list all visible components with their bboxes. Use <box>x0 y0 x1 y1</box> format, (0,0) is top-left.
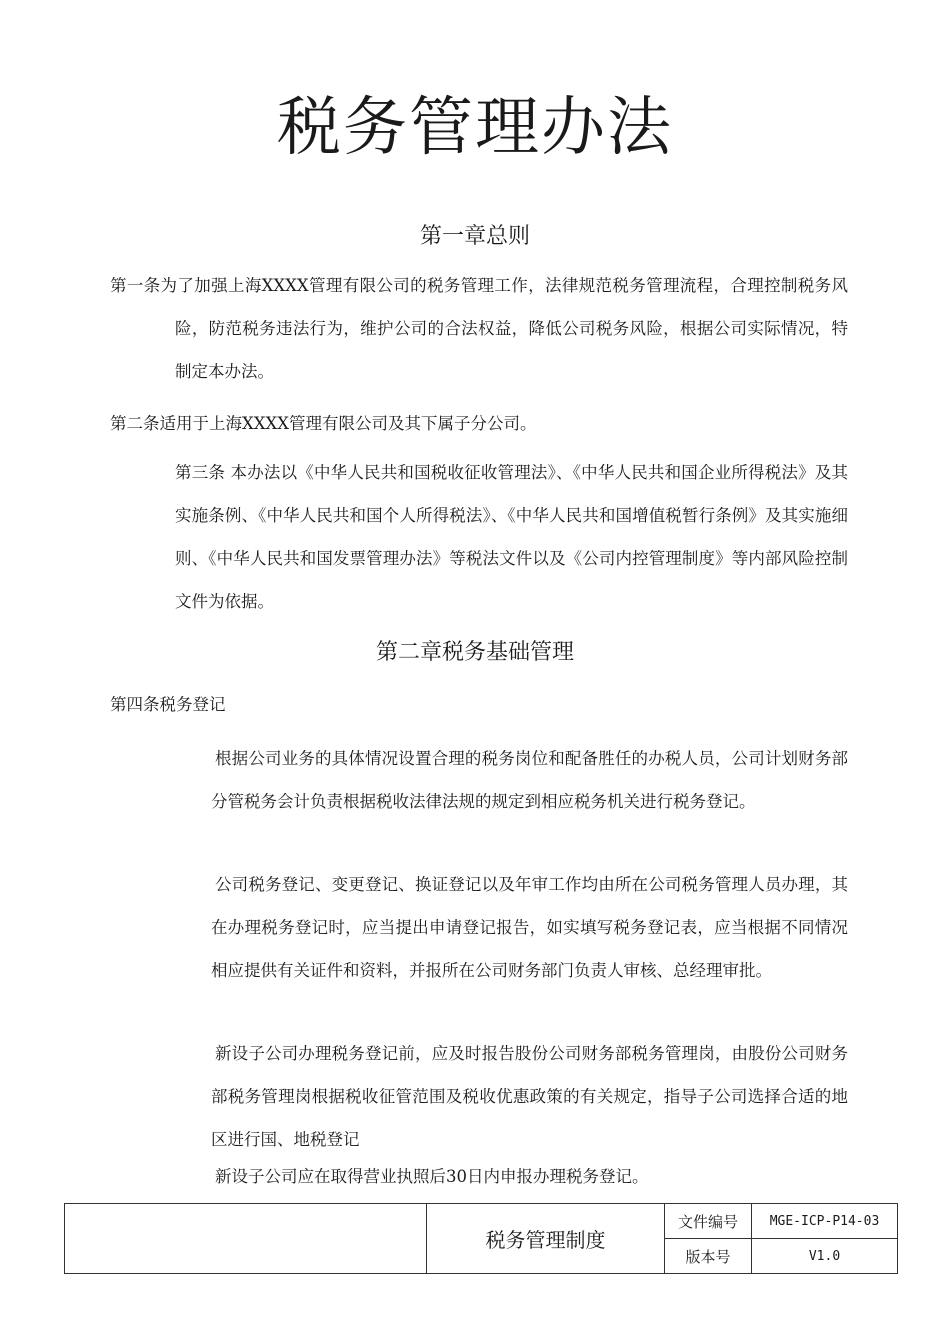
chapter-1-heading: 第一章总则 <box>419 224 530 249</box>
chapter-2-heading: 第二章税务基础管理 <box>375 640 574 665</box>
footer-file-number-label: 文件编号 <box>665 1204 752 1239</box>
article-4-paragraph-4: 新设子公司应在取得营业执照后30日内申报办理税务登记。 <box>215 1167 649 1186</box>
footer-version-value: V1.0 <box>752 1239 898 1274</box>
article-4-paragraph-1: 根据公司业务的具体情况设置合理的税务岗位和配备胜任的办税人员，公司计划财务部分管税务会计负责根据税收法律法规的规定到相应税务机关进行税务登记。 <box>211 749 848 811</box>
footer-file-number-value: MGE-ICP-P14-03 <box>752 1204 898 1239</box>
article-1: 第一条为了加强上海XXXX管理有限公司的税务管理工作，法律规范税务管理流程，合理控制税务风险，防范税务违法行为，维护公司的合法权益，降低公司税务风险，根据公司实际情况，特制定本办法。 <box>110 276 848 381</box>
footer-logo-cell <box>65 1204 427 1274</box>
article-3: 第三条 本办法以《中华人民共和国税收征收管理法》、《中华人民共和国企业所得税法》及其实施条例、《中华人民共和国个人所得税法》、《中华人民共和国增值税暂行条例》及其实施细则、《中华人民共和国发票管理办法》等税法文件以及《公司内控管理制度》等内部风险控制文件为依据。 <box>175 463 848 611</box>
footer-version-label: 版本号 <box>665 1239 752 1274</box>
document-title: 税务管理办法 <box>277 91 673 165</box>
footer-table <box>64 1203 898 1274</box>
article-4-paragraph-2: 公司税务登记、变更登记、换证登记以及年审工作均由所在公司税务管理人员办理，其在办理税务登记时，应当提出申请登记报告，如实填写税务登记表，应当根据不同情况相应提供有关证件和资料，并报所在公司财务部门负责人审核、总经理审批。 <box>211 875 848 980</box>
article-4-paragraph-3: 新设子公司办理税务登记前，应及时报告股份公司财务部税务管理岗，由股份公司财务部税务管理岗根据税收征管范围及税收优惠政策的有关规定，指导子公司选择合适的地区进行国、地税登记 <box>211 1044 848 1149</box>
article-4-title: 第四条税务登记 <box>110 695 226 714</box>
footer-document-name: 税务管理制度 <box>427 1204 665 1274</box>
article-2: 第二条适用于上海XXXX管理有限公司及其下属子分公司。 <box>110 414 537 433</box>
